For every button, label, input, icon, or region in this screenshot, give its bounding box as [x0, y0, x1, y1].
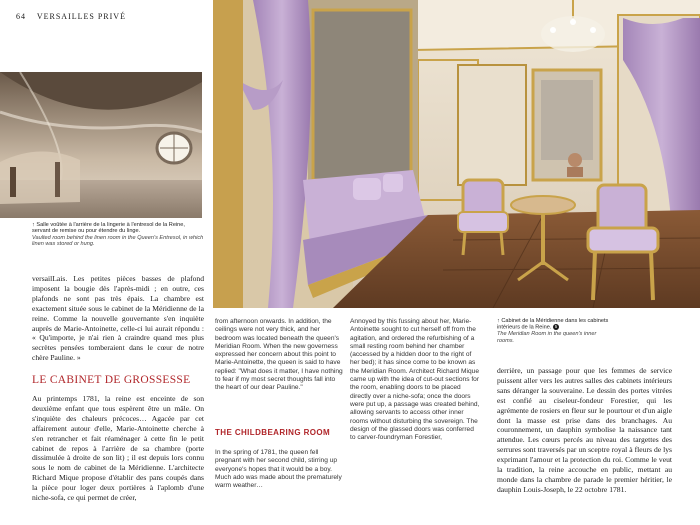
vaulted-room-photo — [0, 72, 202, 218]
running-head: VERSAILLES PRIVÉ — [36, 12, 126, 21]
french-text-top: versailLais. Les petites pièces basses de plafond imposent la bougie dès l'après-midi ; en outre, ces plafonds ne sont pas très épais. La chambre est exactement située sous le cabinet de la Méridienne de la reine. Comme la nouvelle gouvernante s'en inquiète auprès de Marie-Antoinette, celle-ci lui aurait répondu : « Qu'importe, je n'ai rien à craindre quand mes plus secrètes pensées tomberaient dans le cœur de notre chère Pauline. » — [32, 274, 204, 363]
page-number: 64 — [16, 12, 26, 21]
french-text-bottom: Au printemps 1781, la reine est enceinte de son deuxième enfant que tous espèrent être un mâle. On s'inquiète des chaleurs précoces… Agacée par cet affairement autour d'elle, Marie-Antoinette cherche à s'en retrancher et fait réaménager à cette fin le petit cabinet de repos à l'arrière de sa chambre (porte dissimulée à droite de son lit) ; il est depuis lors connu sous le nom de cabinet de la Méridienne. L'architecte Richard Mique propose d'établir des pans coupés dans la pièce pour loger deux portières à l'aplomb d'une niche-sofa, ce qui permet de créer, — [32, 394, 204, 503]
english-text-b: In the spring of 1781, the queen fell pregnant with her second child, stirring up everyone's hopes that it would be a boy. Much ado was made about the prematurely warm weather… — [215, 449, 342, 490]
room-marker: 5 — [554, 324, 558, 330]
caption-right-fr: Cabinet de la Méridienne dans les cabinets intérieurs de la Reine. — [497, 318, 609, 331]
heading-cabinet-de-grossesse: LE CABINET DE GROSSESSE — [32, 374, 191, 386]
meridian-room-illustration — [213, 0, 700, 308]
caption-right-en: The Meridian Room in the queen's inner rooms. — [497, 331, 597, 344]
caption-left — [32, 222, 204, 248]
english-text-a: from afternoon onwards. In addition, the ceilings were not very thick, and her bedroom was located beneath the queen's Meridian Room. When the new governess expressed her concern about this point to Marie-Antoinette, the queen is said to have replied: "What does it matter, I have nothing to fear if my most secret thoughts fall into the heart of our dear Pauline." — [215, 318, 343, 392]
english-text-c: Annoyed by this fussing about her, Marie-Antoinette sought to cut herself off from the agitation, and ordered the refurbishing of a small resting room behind her chamber (accessed by a hidden door to the right of her bed); it has since come to be known as the Meridian Room. Architect Richard Mique came up with the idea of cut-out sections for the room, enabling doors to be placed directly over a niche-sofa; once the doors were put up, a passage was created behind, allowing servants to access other inner rooms without disturbing the sovereign. The design of the glassed doors was conferred to carver-foundryman Forestier, — [350, 318, 480, 442]
page-folio — [16, 12, 134, 21]
caption-left-fr: Salle voûtée à l'arrière de la lingerie à l'entresol de la Reine, servant de remise ou pour étendre du linge. — [32, 222, 185, 235]
heading-childbearing-room: THE CHILDBEARING ROOM — [215, 428, 331, 437]
vaulted-room-illustration — [0, 72, 202, 218]
french-text-right: derrière, un passage pour que les femmes de service puissent aller vers les autres salles des cabinets intérieurs sans déranger la souveraine. Le dessin des portes vitrées est confié au ciseleur-fondeur Forestier, qui les agrémente de rosiers en fleur sur le pourtour et d'un aigle dont la masse est prise dans des branchages. Au couronnement, un dauphin symbolise la naissance tant attendue. Les cœurs percés au niveau des targettes des serrures sont traversés par un sceptre royal à fleurs de lys exprimant l'amour et la protection du roi. Comme le veut la tradition, la reine accouche en public, mettant au monde dans la chambre de parade le premier héritier, le dauphin Louis-Joseph, le 22 octobre 1781. — [497, 366, 672, 494]
arrow-icon: ↑ — [497, 318, 502, 324]
caption-left-en: Vaulted room behind the linen room in the Queen's Entresol, in which linen was stored or hung. — [32, 234, 204, 248]
arrow-icon: ↑ — [32, 222, 37, 228]
meridian-room-photo — [213, 0, 700, 308]
caption-right — [497, 318, 609, 344]
